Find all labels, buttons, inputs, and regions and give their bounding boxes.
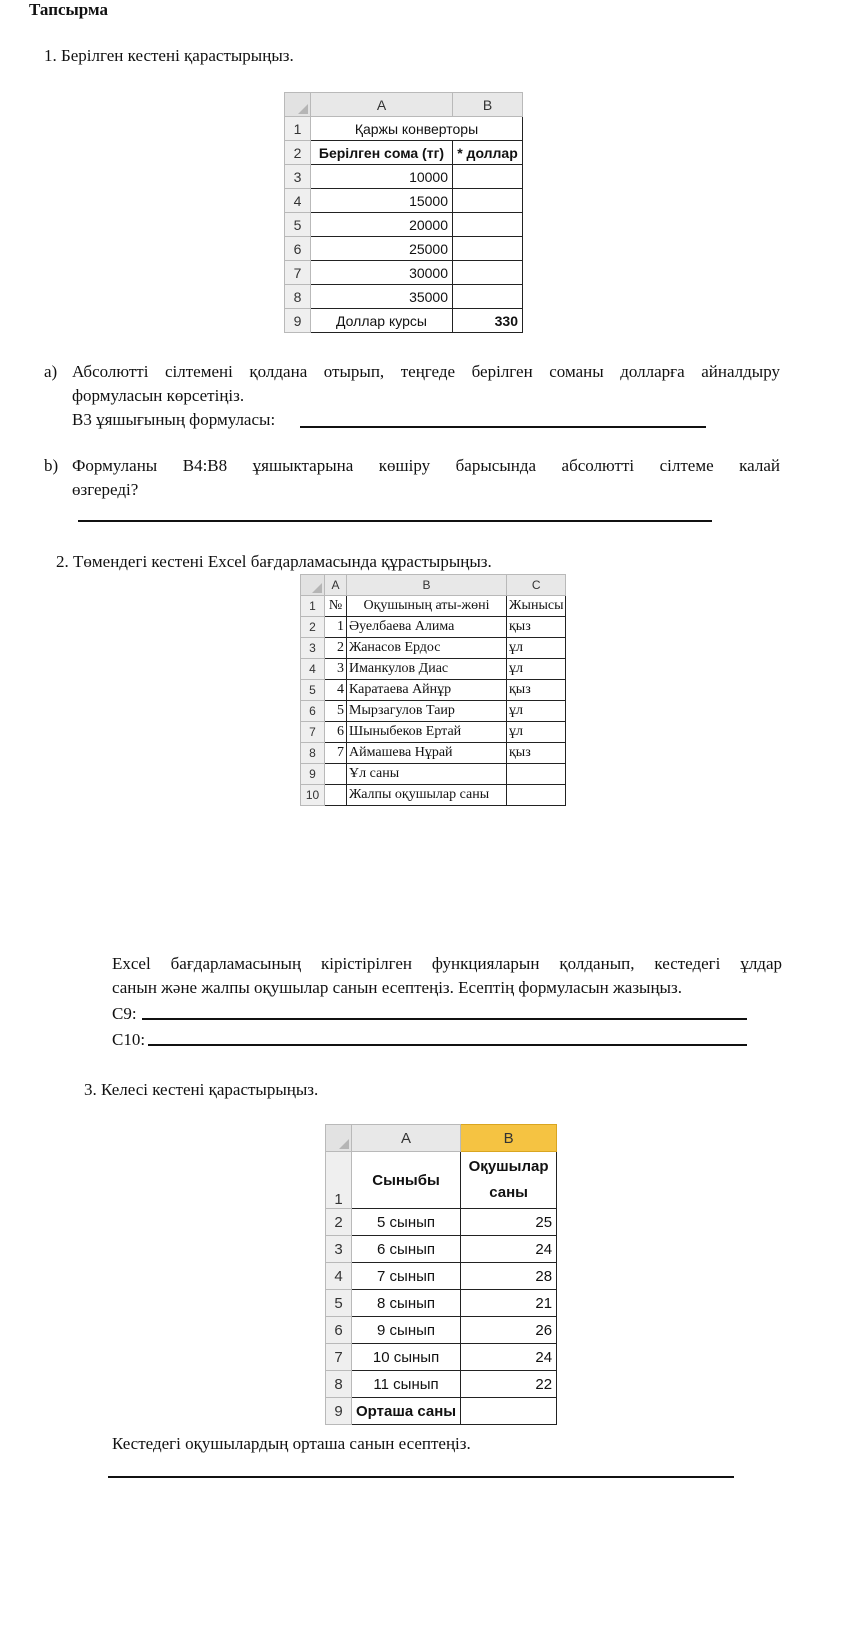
table-cell[interactable]: 24 [461,1344,557,1371]
table-cell[interactable]: Орташа саны [352,1398,461,1425]
row-header[interactable]: 9 [301,764,325,785]
select-all-corner[interactable] [285,93,311,117]
row-header[interactable]: 2 [326,1209,352,1236]
row-header[interactable]: 4 [301,659,325,680]
row-header[interactable]: 6 [326,1317,352,1344]
select-all-corner[interactable] [326,1125,352,1152]
table-cell[interactable]: Жынысы [507,596,566,617]
table-cell[interactable]: Каратаева Айнұр [347,680,507,701]
table-cell[interactable]: 20000 [311,213,453,237]
class-students-table [325,1124,557,1425]
column-header[interactable]: A [352,1125,461,1152]
task3-heading: 3. Келесі кестені қарастырыңыз. [84,1080,319,1099]
c10-answer-line[interactable] [148,1044,747,1046]
table-cell[interactable] [453,165,523,189]
row-header[interactable]: 2 [285,141,311,165]
item-a-label: a) [44,362,58,381]
table-cell[interactable]: 22 [461,1371,557,1398]
table-cell[interactable]: № [325,596,347,617]
table-cell[interactable]: 8 сынып [352,1290,461,1317]
table-cell[interactable]: 15000 [311,189,453,213]
row-header[interactable]: 3 [285,165,311,189]
table-cell[interactable]: Әуелбаева Алима [347,617,507,638]
table-cell[interactable]: 7 [325,743,347,764]
table-cell[interactable]: 5 [325,701,347,722]
column-header[interactable]: A [311,93,453,117]
row-header[interactable]: 7 [326,1344,352,1371]
table-cell[interactable]: 24 [461,1236,557,1263]
table-cell[interactable]: 6 сынып [352,1236,461,1263]
table-cell[interactable]: ұл [507,659,566,680]
table-cell[interactable]: 6 [325,722,347,743]
table-cell[interactable]: 2 [325,638,347,659]
task2-heading: 2. Төмендегі кестені Excel бағдарламасында құрастырыңыз. [56,552,492,571]
row-header[interactable]: 4 [326,1263,352,1290]
row-header[interactable]: 1 [326,1152,352,1209]
table-cell[interactable]: Аймашева Нұрай [347,743,507,764]
row-header[interactable]: 5 [301,680,325,701]
row-header[interactable]: 9 [326,1398,352,1425]
table-cell[interactable] [453,237,523,261]
row-header[interactable]: 1 [301,596,325,617]
task1-heading: 1. Берілген кестені қарастырыңыз. [44,46,294,65]
column-header[interactable]: B [347,575,507,596]
table-cell[interactable]: 25 [461,1209,557,1236]
page-title: Тапсырма [29,0,108,19]
table-cell[interactable]: Берілген сома (тг) [311,141,453,165]
table-title-cell[interactable]: Қаржы конверторы [311,117,523,141]
table-cell[interactable]: Шыныбеков Ертай [347,722,507,743]
table-cell[interactable]: Жанасов Ердос [347,638,507,659]
table-cell[interactable]: 30000 [311,261,453,285]
table-cell[interactable]: Доллар курсы [311,309,453,333]
table-cell[interactable] [325,764,347,785]
item-b-text: өзгереді? [72,480,139,499]
row-header[interactable]: 3 [326,1236,352,1263]
b3-formula-prompt: В3 ұяшығының формуласы: [72,410,276,429]
table-cell[interactable]: * доллар [453,141,523,165]
table-cell[interactable]: Жалпы оқушылар саны [347,785,507,806]
header-line: Оқушылар [468,1158,549,1175]
table-cell[interactable]: 35000 [311,285,453,309]
table-cell[interactable]: қыз [507,680,566,701]
table-cell[interactable]: 9 сынып [352,1317,461,1344]
table-cell[interactable]: Мырзагулов Таир [347,701,507,722]
table-cell[interactable]: 10000 [311,165,453,189]
table-cell[interactable]: 1 [325,617,347,638]
row-header[interactable]: 3 [301,638,325,659]
row-header[interactable]: 8 [326,1371,352,1398]
table-cell[interactable] [507,764,566,785]
row-header[interactable]: 4 [285,189,311,213]
task3-answer-line[interactable] [108,1476,734,1478]
table-cell[interactable]: 330 [453,309,523,333]
table-cell[interactable]: Оқушының аты-жөні [347,596,507,617]
table-cell[interactable]: Ұл саны [347,764,507,785]
column-header[interactable]: B [453,93,523,117]
row-header[interactable]: 5 [285,213,311,237]
item-b-answer-line[interactable] [78,520,712,522]
table-cell[interactable] [461,1152,557,1209]
row-header[interactable]: 6 [285,237,311,261]
table-cell[interactable]: ұл [507,701,566,722]
table-cell[interactable]: 4 [325,680,347,701]
row-header[interactable]: 9 [285,309,311,333]
task3-question: Кестедегі оқушылардың орташа санын есептеңіз. [112,1434,471,1453]
table-cell[interactable]: қыз [507,617,566,638]
table-cell[interactable]: 26 [461,1317,557,1344]
table-cell[interactable]: ұл [507,638,566,659]
row-header[interactable]: 6 [301,701,325,722]
table-cell[interactable] [453,261,523,285]
table-cell[interactable] [453,213,523,237]
task2-instruction: Excel бағдарламасының кірістірілген функцияларын қолданып, кестедегі ұлдар [112,954,782,973]
row-header[interactable]: 10 [301,785,325,806]
table-cell[interactable] [507,785,566,806]
row-header[interactable]: 2 [301,617,325,638]
table-cell[interactable]: 11 сынып [352,1371,461,1398]
item-a-text: формуласын көрсетіңіз. [72,386,245,405]
row-header[interactable]: 7 [301,722,325,743]
currency-converter-table [284,92,523,333]
column-header[interactable]: A [325,575,347,596]
task2-instruction: санын және жалпы оқушылар санын есептеңіз. Есептің формуласын жазыңыз. [112,978,682,997]
item-a-text: Абсолютті сілтемені қолдана отырып, теңгеде берілген соманы долларға айналдыру [72,362,780,381]
column-header-selected[interactable]: B [461,1125,557,1152]
table-cell[interactable]: ұл [507,722,566,743]
item-b-text: Формуланы В4:В8 ұяшыктарына көшіру барысында абсолютті сілтеме калай [72,456,780,475]
c9-answer-line[interactable] [142,1018,747,1020]
row-header[interactable]: 5 [326,1290,352,1317]
table-cell[interactable]: 3 [325,659,347,680]
table-cell[interactable]: 5 сынып [352,1209,461,1236]
table-cell[interactable] [325,785,347,806]
table-cell[interactable]: Иманкулов Диас [347,659,507,680]
table-cell[interactable]: 10 сынып [352,1344,461,1371]
table-cell[interactable]: 25000 [311,237,453,261]
header-line: саны [489,1184,528,1201]
table-cell[interactable]: қыз [507,743,566,764]
select-all-corner[interactable] [301,575,325,596]
table-cell[interactable] [453,189,523,213]
column-header[interactable]: C [507,575,566,596]
row-header[interactable]: 8 [285,285,311,309]
table-cell[interactable]: 7 сынып [352,1263,461,1290]
item-b-label: b) [44,456,59,475]
table-cell[interactable] [453,285,523,309]
c9-label: С9: [112,1004,137,1023]
row-header[interactable]: 8 [301,743,325,764]
table-cell[interactable]: 28 [461,1263,557,1290]
table-cell[interactable] [461,1398,557,1425]
row-header[interactable]: 1 [285,117,311,141]
c10-label: С10: [112,1030,146,1049]
row-header[interactable]: 7 [285,261,311,285]
table-cell[interactable]: Сыныбы [352,1152,461,1209]
table-cell[interactable]: 21 [461,1290,557,1317]
b3-answer-line[interactable] [300,426,706,428]
students-table [300,574,566,806]
